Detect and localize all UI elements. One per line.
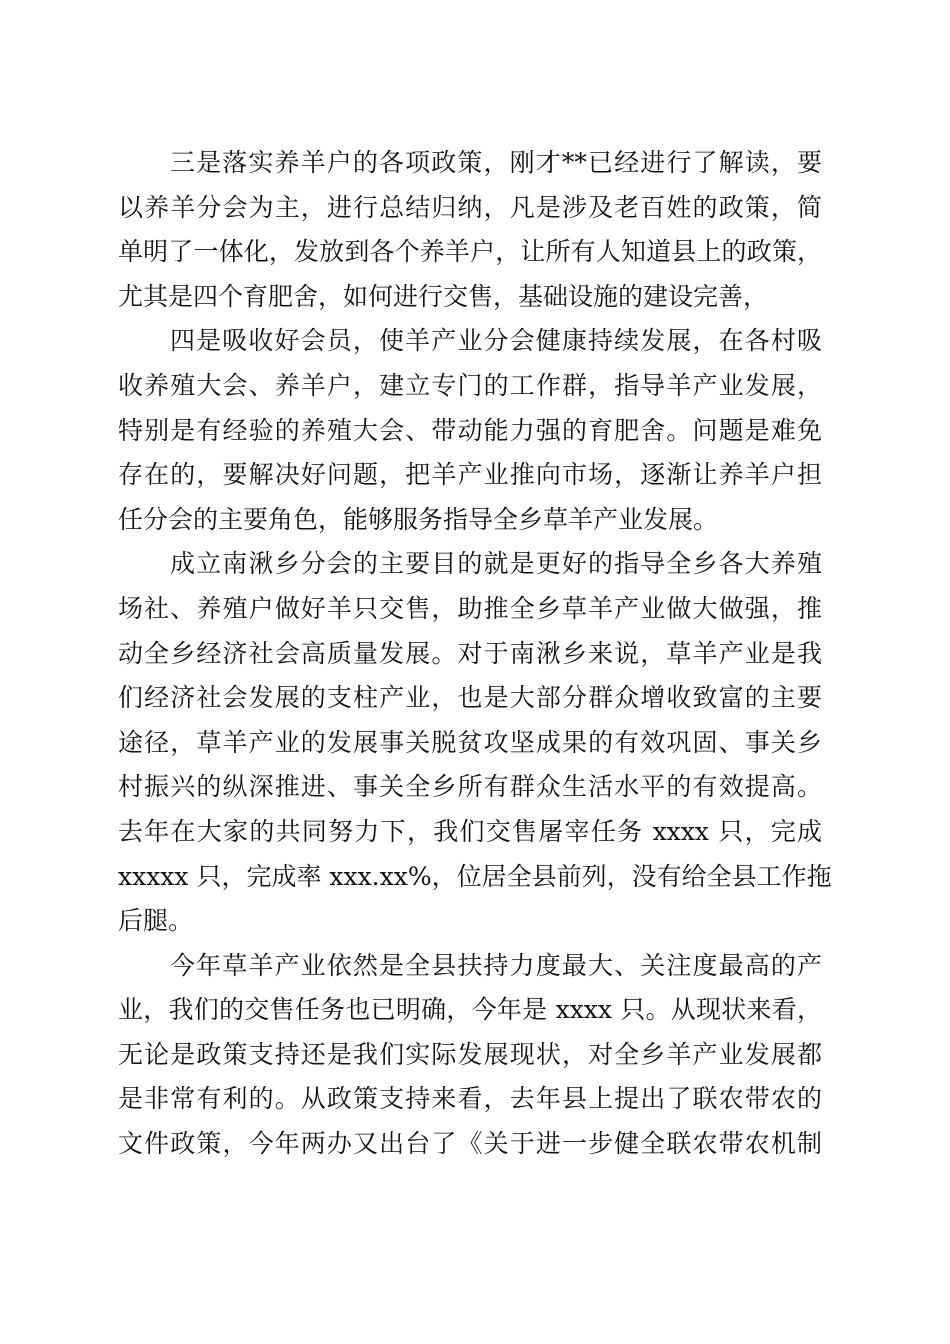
paragraph (118, 141, 822, 319)
text-line: 三是落实养羊户的各项政策，刚才**已经进行了解读，要 (170, 148, 822, 177)
text-line: 场社、养殖户做好羊只交售，助推全乡草羊产业做大做强，推 (118, 593, 822, 623)
text-line: 尤其是四个育肥舍，如何进行交售，基础设施的建设完善， (118, 281, 769, 311)
text-line: 们经济社会发展的支柱产业，也是大部分群众增收致富的主要 (118, 683, 822, 713)
text-line: 收养殖大会、养羊户，建立专门的工作群，指导羊产业发展， (118, 370, 822, 400)
text-line: 特别是有经验的养殖大会、带动能力强的育肥舍。问题是难免 (118, 415, 822, 445)
paragraph (118, 319, 822, 542)
text-line: 后腿。 (118, 906, 194, 936)
text-line: 文件政策，今年两办又出台了《关于进一步健全联农带农机制 (118, 1129, 822, 1159)
text-line: 动全乡经济社会高质量发展。对于南湫乡来说，草羊产业是我 (118, 638, 822, 668)
text-line: 去年在大家的共同努力下，我们交售屠宰任务 xxxx 只，完成 (118, 816, 822, 846)
text-line: 途径，草羊产业的发展事关脱贫攻坚成果的有效巩固、事关乡 (118, 727, 822, 757)
text-line: 成立南湫乡分会的主要目的就是更好的指导全乡各大养殖 (170, 549, 822, 579)
text-line: 任分会的主要角色，能够服务指导全乡草羊产业发展。 (118, 504, 719, 534)
paragraph (118, 542, 832, 943)
text-line: 存在的，要解决好问题，把羊产业推向市场，逐渐让养羊户担 (118, 460, 822, 490)
text-line: 村振兴的纵深推进、事关全乡所有群众生活水平的有效提高。 (118, 772, 822, 802)
text-line: xxxxx 只，完成率 xxx.xx%，位居全县前列，没有给全县工作拖 (118, 861, 832, 891)
text-line: 是非常有利的。从政策支持来看，去年县上提出了联农带农的 (118, 1084, 822, 1114)
paragraph (118, 944, 822, 1167)
text-line: 单明了一体化，发放到各个养羊户，让所有人知道县上的政策， (118, 237, 822, 267)
text-line: 无论是政策支持还是我们实际发展现状，对全乡羊产业发展都 (118, 1039, 822, 1069)
text-line: 四是吸收好会员，使羊产业分会健康持续发展，在各村吸 (170, 326, 822, 356)
text-line: 以养羊分会为主，进行总结归纳，凡是涉及老百姓的政策，简 (118, 192, 822, 222)
text-line: 业，我们的交售任务也已明确，今年是 xxxx 只。从现状来看， (118, 995, 822, 1025)
text-line: 今年草羊产业依然是全县扶持力度最大、关注度最高的产 (170, 950, 822, 980)
document-body (118, 141, 832, 1167)
